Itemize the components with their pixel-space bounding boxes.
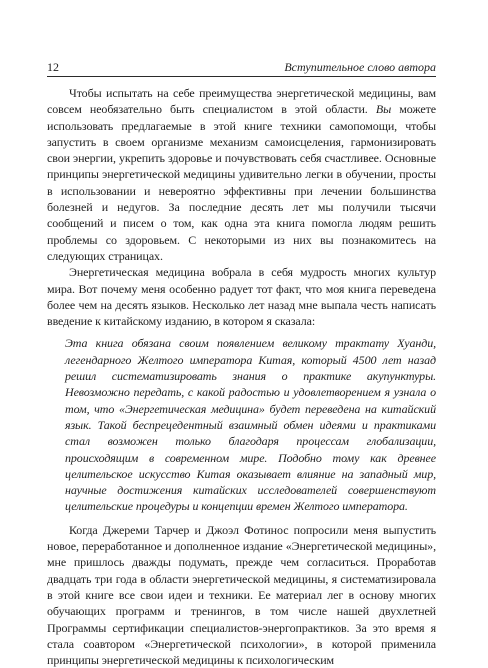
paragraph-1-emphasis: Вы [375,102,392,117]
block-quote: Эта книга обязана своим появлением великому трактату Хуанди, легендарного Желтого императора Китая, который 4500 лет назад решил систематизировать знания о практике акупунктуры. Невозможно передать, с какой радостью и удовлетворением я узнала о том, что «Энергетическая медицина» будет переведена на китайский язык. Такой беспрецедентный взаимный обмен идеями и практиками стал возможен только благодаря процессам глобализации, происходящим в современном мире. Подобно тому как древнее целительское искусство Китая оказывает влияние на западный мир, научные достижения китайских исследователей совершенствуют целительские процедуры и концепции времен Желтого императора. [65,336,436,514]
paragraph-1-text-start: Чтобы испытать на себе преимущества энергетической медицины, вам совсем необязательно быть специалистом в этой области. [47,86,436,117]
body-text [47,85,436,668]
header-rule [47,76,436,77]
section-title: Вступительное слово автора [284,60,436,74]
page-number: 12 [47,60,59,74]
paragraph-1 [47,85,436,264]
paragraph-3: Когда Джереми Тарчер и Джоэл Фотинос попросили меня выпустить новое, переработанное и дополненное издание «Энергетической медицины», мне пришлось дважды подумать, прежде чем согласиться. Проработав двадцать три года в области энергетической медицины, я систематизировала в этой книге все свои идеи и техники. Ее материал лег в основу многих обучающих программ и тренингов, в том числе нашей двухлетней Программы сертификации специалистов-энергопрактиков. За это время я стала соавтором «Энергетической психологии», в которой применила принципы энергетической медицины к психологическим [47,522,436,668]
running-head [47,60,436,77]
paragraph-2: Энергетическая медицина вобрала в себя мудрость многих культур мира. Вот почему меня особенно радует тот факт, что моя книга переведена более чем на десять языков. Несколько лет назад мне выпала честь написать введение к китайскому изданию, в котором я сказала: [47,265,436,329]
paragraph-1-text-end: можете использовать предлагаемые в этой книге техники самопомощи, чтобы запустить в своем организме механизм самоисцеления, гармонизировать свои энергии, укрепить здоровье и почувствовать себя счастливее. Основные принципы энергетической медицины удивительно легки в обучении, просты в использовании и невероятно эффективны при лечении большинства болезней и недугов. За последние десять лет мы получили тысячи сообщений и писем о том, как одна эта книга помогла людям решить проблемы со здоровьем. С некоторыми из них вы познакомитесь на следующих страницах. [47,102,437,263]
